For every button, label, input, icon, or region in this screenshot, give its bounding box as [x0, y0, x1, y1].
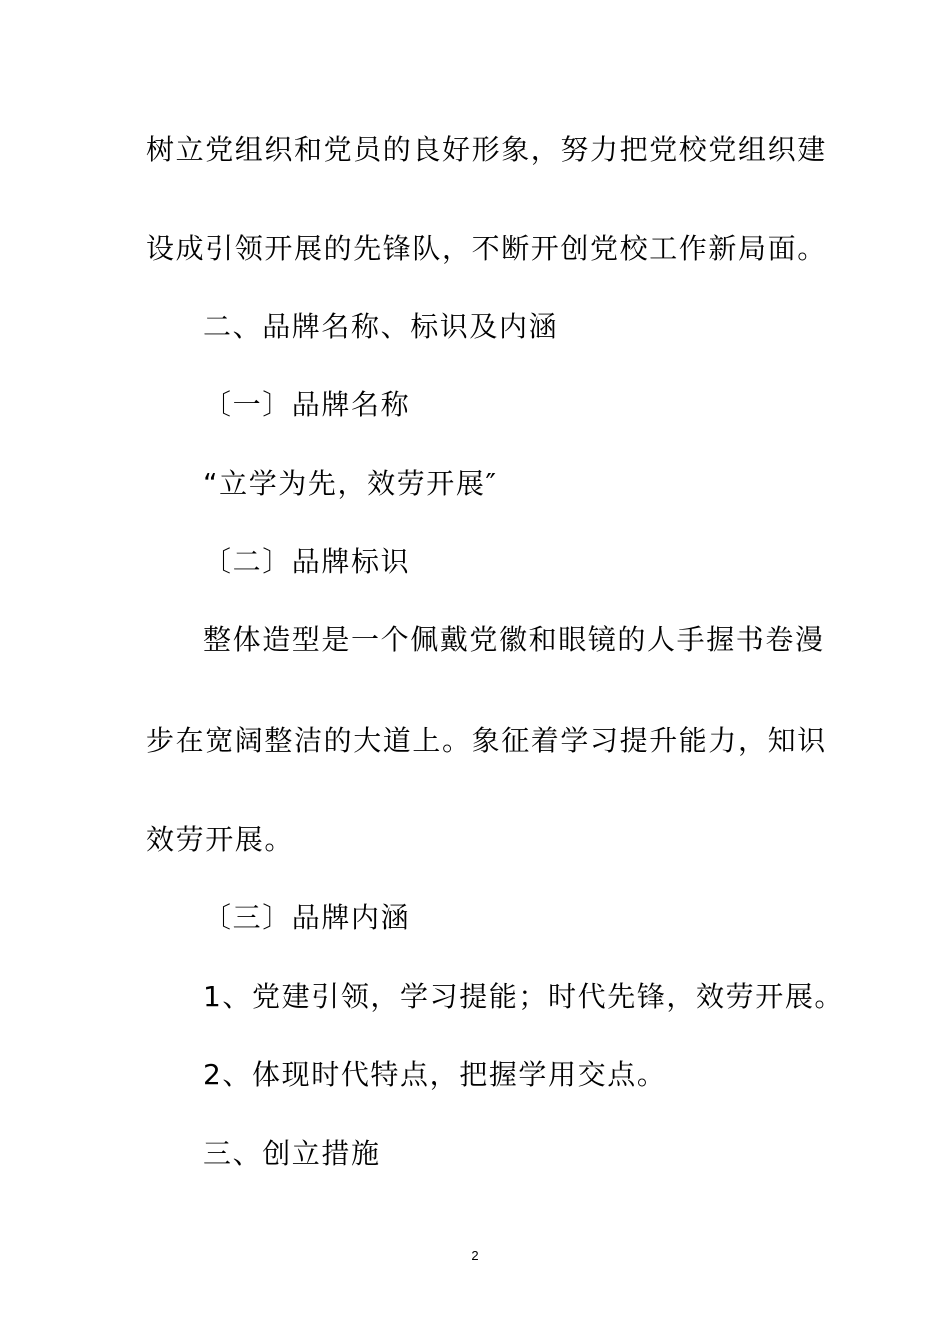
- section-heading: 三、创立措施: [203, 1137, 381, 1170]
- brand-name-text: “立学为先，效劳开展″: [203, 467, 498, 500]
- list-item: 1、党建引领，学习提能；时代先锋，效劳开展。: [203, 980, 845, 1013]
- paragraph-line: 设成引领开展的先锋队，不断开创党校工作新局面。: [146, 232, 827, 265]
- paragraph-line: 整体造型是一个佩戴党徽和眼镜的人手握书卷漫: [203, 623, 825, 656]
- subsection-heading: 〔二〕品牌标识: [203, 545, 411, 578]
- subsection-heading: 〔三〕品牌内涵: [203, 901, 411, 934]
- paragraph-line: 效劳开展。: [146, 823, 295, 856]
- section-heading: 二、品牌名称、标识及内涵: [203, 310, 559, 343]
- paragraph-line: 步在宽阔整洁的大道上。象征着学习提升能力，知识: [146, 724, 827, 757]
- subsection-heading: 〔一〕品牌名称: [203, 388, 411, 421]
- page-number: 2: [471, 1248, 479, 1263]
- list-item: 2、体现时代特点，把握学用交点。: [203, 1058, 667, 1091]
- paragraph-line: 树立党组织和党员的良好形象，努力把党校党组织建: [146, 133, 827, 166]
